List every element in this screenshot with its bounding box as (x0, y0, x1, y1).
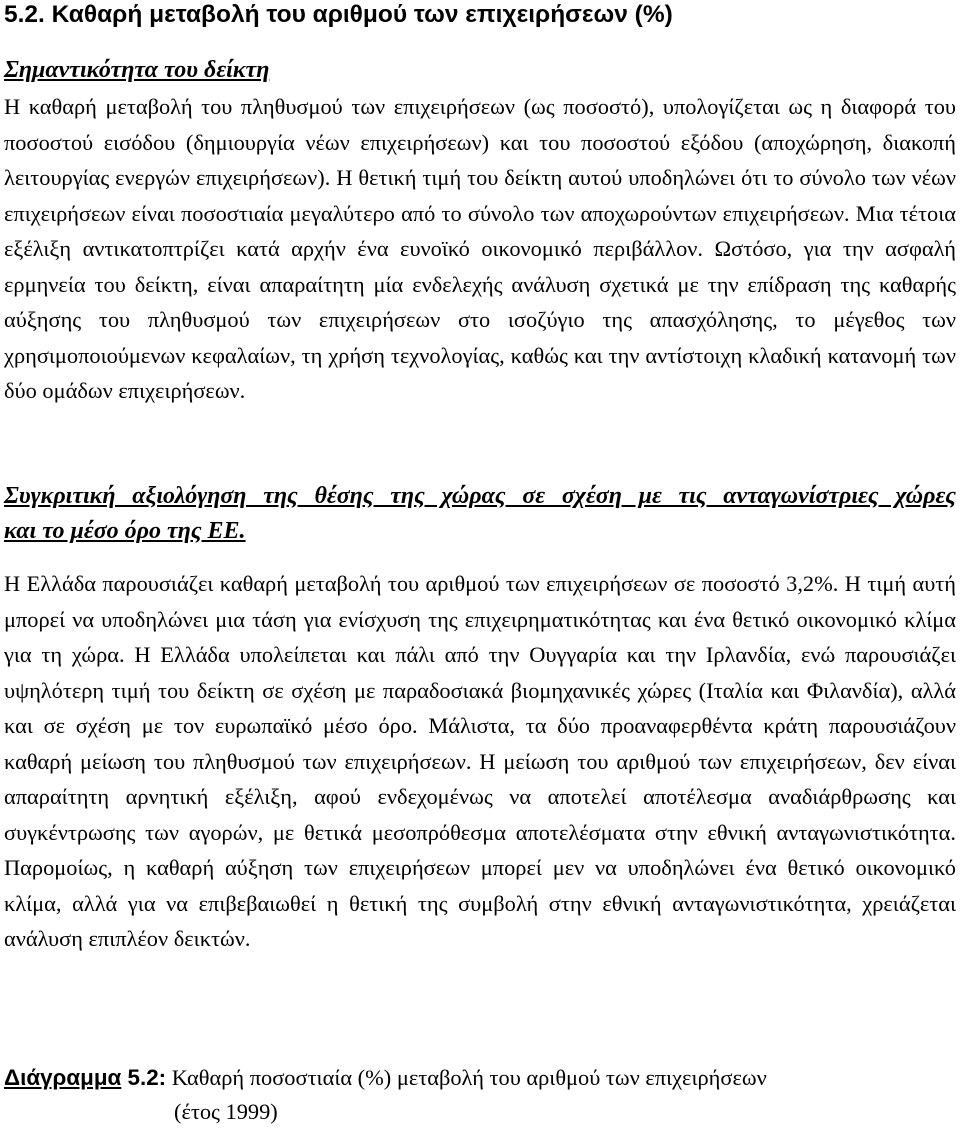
caption-year: (έτος 1999) (174, 1099, 278, 1124)
importance-paragraph: Η καθαρή μεταβολή του πληθυσμού των επιχειρήσεων (ως ποσοστό), υπολογίζεται ως η διαφορά του ποσοστού εισόδου (δημιουργία νέων επιχειρήσεων) και του ποσοστού εξόδου (αποχώρηση, διακοπή λειτουργίας ενεργών επιχειρήσεων). Η θετική τιμή του δείκτη αυτού υποδηλώνει ότι το σύνολο των νέων επιχειρήσεων είναι ποσοστιαία μεγαλύτερο από το σύνολο των αποχωρούντων επιχειρήσεων. Μια τέτοια εξέλιξη αντικατοπτρίζει κατά αρχήν ένα ευνοϊκό οικονομικό περιβάλλον. Ωστόσο, για την ασφαλή ερμηνεία του δείκτη, είναι απαραίτητη μία ενδελεχής ανάλυση σχετικά με την επίδραση της καθαρής αύξησης του πληθυσμού των επιχειρήσεων στο ισοζύγιο της απασχόλησης, το μέγεθος των χρησιμοποιούμενων κεφαλαίων, τη χρήση τεχνολογίας, καθώς και την αντίστοιχη κλαδική κατανομή των δύο ομάδων επιχειρήσεων. (4, 94, 956, 403)
caption-label: Διάγραμμα (4, 1065, 122, 1090)
comparison-paragraph: Η Ελλάδα παρουσιάζει καθαρή μεταβολή του αριθμού των επιχειρήσεων σε ποσοστό 3,2%. Η τιμή αυτή μπορεί να υποδηλώνει μια τάση για ενίσχυση της επιχειρηματικότητας και ένα θετικό οικονομικό κλίμα για τη χώρα. Η Ελλάδα υπολείπεται και πάλι από την Ουγγαρία και την Ιρλανδία, ενώ παρουσιάζει υψηλότερη τιμή του δείκτη σε σχέση με παραδοσιακά βιομηχανικές χώρες (Ιταλία και Φιλανδία), αλλά και σε σχέση με τον ευρωπαϊκό μέσο όρο. Μάλιστα, τα δύο προαναφερθέντα κράτη παρουσιάζουν καθαρή μείωση του πληθυσμού των επιχειρήσεων. Η μείωση του αριθμού των επιχειρήσεων, δεν είναι απαραίτητη αρνητική εξέλιξη, αφού ενδεχομένως να αποτελεί αποτέλεσμα αναδιάρθρωσης και συγκέντρωσης των αγορών, με θετικά μεσοπρόθεσμα αποτελέσματα στην εθνική ανταγωνιστικότητα. Παρομοίως, η καθαρή αύξηση των επιχειρήσεων μπορεί μεν να υποδηλώνει ένα θετικό οικονομικό κλίμα, αλλά για να επιβεβαιωθεί η θετική της συμβολή στην εθνική ανταγωνιστικότητα, χρειάζεται ανάλυση επιπλέον δεικτών. (4, 571, 956, 951)
section-title: 5.2. Καθαρή μεταβολή του αριθμού των επιχειρήσεων (%) (4, 1, 673, 28)
importance-heading: Σημαντικότητα του δείκτη (4, 57, 270, 83)
comparison-heading-line1: Συγκριτική αξιολόγηση της θέσης της χώρας σε σχέση με τις ανταγωνίστριες χώρες (4, 483, 956, 509)
caption-number: 5.2: (121, 1065, 167, 1090)
caption-text: Καθαρή ποσοστιαία (%) μεταβολή του αριθμού των επιχειρήσεων (166, 1065, 767, 1090)
figure-caption (4, 1061, 956, 1129)
comparison-heading-line2: και το μέσο όρο της ΕΕ. (4, 518, 246, 544)
